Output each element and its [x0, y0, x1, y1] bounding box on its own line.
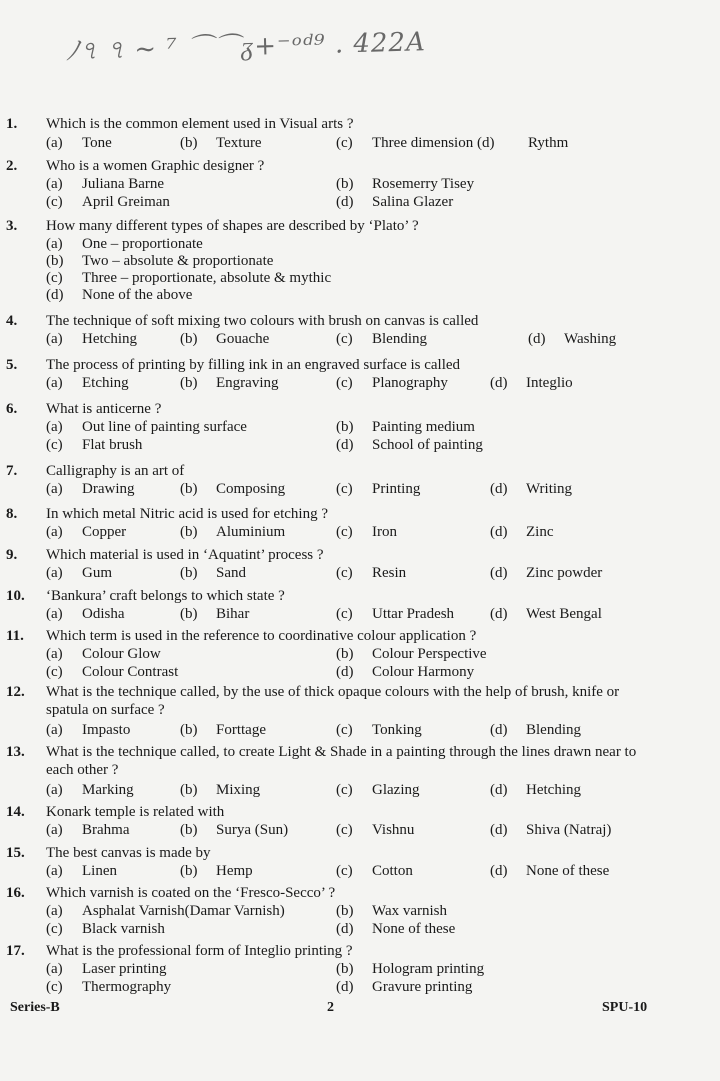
- answer-option: [336, 605, 454, 623]
- option-label: (a): [46, 863, 63, 879]
- option-label: (a): [46, 176, 63, 192]
- question-number: 14.: [6, 804, 25, 820]
- answer-option: [336, 862, 413, 880]
- option-text: Tone: [82, 135, 112, 151]
- question-text: The best canvas is made by: [46, 845, 211, 861]
- answer-option: [490, 564, 602, 582]
- question-text: Who is a women Graphic designer ?: [46, 158, 265, 174]
- option-label: (c): [46, 270, 63, 286]
- option-label: (b): [180, 782, 198, 798]
- option-text: Rosemerry Tisey: [372, 176, 475, 192]
- answer-option: [336, 330, 427, 348]
- option-text: Linen: [82, 863, 117, 879]
- question-number: 11.: [6, 628, 24, 644]
- option-label: (a): [46, 782, 63, 798]
- answer-option: [336, 721, 422, 739]
- answer-option: [528, 134, 568, 152]
- question-text: How many different types of shapes are described by ‘Plato’ ?: [46, 218, 419, 234]
- question-number: 9.: [6, 547, 18, 563]
- question-text: What is the technique called, to create Light & Shade in a painting through the lines drawn near to each other ?: [46, 744, 637, 778]
- option-text: Asphalat Varnish(Damar Varnish): [82, 903, 285, 919]
- answer-option: [180, 605, 249, 623]
- question-number: 12.: [6, 684, 25, 700]
- option-label: (b): [336, 646, 354, 662]
- option-text: Colour Contrast: [82, 664, 179, 680]
- option-label: (d): [336, 664, 354, 680]
- option-label: (c): [336, 606, 353, 622]
- question-text: Calligraphy is an art of: [46, 463, 185, 479]
- answer-option: [336, 781, 419, 799]
- option-label: (b): [180, 565, 198, 581]
- answer-option: [46, 978, 171, 996]
- option-text: Surya (Sun): [216, 822, 289, 838]
- option-text: Drawing: [82, 481, 135, 497]
- page-number: 2: [327, 1000, 334, 1015]
- option-text: Texture: [216, 135, 262, 151]
- option-label: (c): [336, 524, 353, 540]
- option-label: (c): [46, 979, 63, 995]
- answer-option: [490, 605, 602, 623]
- question-number: 3.: [6, 218, 18, 234]
- answer-option: [46, 193, 170, 211]
- answer-option: [180, 480, 285, 498]
- option-text: Iron: [372, 524, 397, 540]
- option-label: (c): [336, 565, 353, 581]
- option-label: (a): [46, 646, 63, 662]
- answer-option: [180, 781, 260, 799]
- answer-option: [336, 175, 474, 193]
- option-label: (c): [46, 664, 63, 680]
- option-text: Salina Glazer: [372, 194, 454, 210]
- answer-option: [180, 821, 288, 839]
- question-number: 2.: [6, 158, 18, 174]
- option-label: (c): [46, 921, 63, 937]
- question-text: The process of printing by filling ink in an engraved surface is called: [46, 357, 461, 373]
- question-text: In which metal Nitric acid is used for etching ?: [46, 506, 328, 522]
- option-label: (a): [46, 331, 63, 347]
- option-label: (c): [336, 863, 353, 879]
- option-label: (d): [490, 822, 508, 838]
- option-text: Blending: [526, 722, 581, 738]
- option-text: Zinc powder: [526, 565, 603, 581]
- option-label: (b): [180, 722, 198, 738]
- option-text: Blending: [372, 331, 427, 347]
- option-text: Two – absolute & proportionate: [82, 253, 274, 269]
- answer-option: [46, 523, 126, 541]
- option-text: Glazing: [372, 782, 420, 798]
- answer-option: [490, 862, 609, 880]
- question-text: Which term is used in the reference to coordinative colour application ?: [46, 628, 477, 644]
- option-text: Laser printing: [82, 961, 167, 977]
- option-label: (b): [180, 524, 198, 540]
- answer-option: [46, 269, 331, 287]
- option-label: (b): [336, 961, 354, 977]
- option-label: (d): [336, 194, 354, 210]
- option-text: Uttar Pradesh: [372, 606, 455, 622]
- option-text: Three dimension (d): [372, 135, 495, 151]
- question-text: Which material is used in ‘Aquatint’ process ?: [46, 547, 324, 563]
- option-text: One – proportionate: [82, 236, 203, 252]
- answer-option: [336, 821, 414, 839]
- answer-option: [46, 175, 164, 193]
- answer-option: [490, 781, 581, 799]
- answer-option: [336, 480, 420, 498]
- question-text: What is anticerne ?: [46, 401, 162, 417]
- option-label: (c): [336, 135, 353, 151]
- option-text: Three – proportionate, absolute & mythic: [82, 270, 332, 286]
- question-number: 8.: [6, 506, 18, 522]
- option-label: (b): [46, 253, 64, 269]
- answer-option: [336, 418, 475, 436]
- option-text: Thermography: [82, 979, 172, 995]
- option-label: (d): [490, 565, 508, 581]
- option-label: (c): [336, 481, 353, 497]
- option-label: (a): [46, 236, 63, 252]
- option-text: Colour Glow: [82, 646, 161, 662]
- option-text: Composing: [216, 481, 286, 497]
- answer-option: [46, 862, 117, 880]
- option-label: (d): [490, 782, 508, 798]
- option-text: Gouache: [216, 331, 270, 347]
- answer-option: [46, 605, 125, 623]
- option-text: Impasto: [82, 722, 131, 738]
- option-text: Mixing: [216, 782, 261, 798]
- question-number: 7.: [6, 463, 18, 479]
- option-text: None of these: [526, 863, 610, 879]
- question-number: 16.: [6, 885, 25, 901]
- answer-option: [46, 721, 130, 739]
- question-number: 4.: [6, 313, 18, 329]
- option-text: Integlio: [526, 375, 573, 391]
- option-text: Washing: [564, 331, 617, 347]
- option-text: Painting medium: [372, 419, 475, 435]
- paper-code: SPU-10: [602, 1000, 648, 1015]
- option-label: (d): [336, 921, 354, 937]
- answer-option: [336, 960, 484, 978]
- option-text: Zinc: [526, 524, 554, 540]
- answer-option: [490, 821, 611, 839]
- answer-option: [336, 663, 474, 681]
- answer-option: [46, 920, 165, 938]
- question-number: 13.: [6, 744, 25, 760]
- option-label: (b): [180, 863, 198, 879]
- option-text: Forttage: [216, 722, 266, 738]
- option-text: Black varnish: [82, 921, 165, 937]
- option-label: (d): [490, 863, 508, 879]
- option-text: School of painting: [372, 437, 483, 453]
- option-label: (a): [46, 135, 63, 151]
- option-text: Engraving: [216, 375, 279, 391]
- option-text: Tonking: [372, 722, 422, 738]
- option-label: (b): [336, 419, 354, 435]
- option-label: (a): [46, 419, 63, 435]
- answer-option: [46, 418, 247, 436]
- option-label: (a): [46, 375, 63, 391]
- answer-option: [46, 286, 192, 304]
- option-text: April Greiman: [82, 194, 170, 210]
- option-text: Flat brush: [82, 437, 143, 453]
- option-label: (b): [180, 822, 198, 838]
- answer-option: [46, 564, 112, 582]
- option-label: (d): [490, 524, 508, 540]
- question-number: 15.: [6, 845, 25, 861]
- answer-option: [336, 134, 494, 152]
- question-text: Which varnish is coated on the ‘Fresco-Secco’ ?: [46, 885, 336, 901]
- option-text: Etching: [82, 375, 129, 391]
- option-label: (d): [490, 481, 508, 497]
- option-text: Gum: [82, 565, 112, 581]
- option-text: Hetching: [526, 782, 581, 798]
- option-text: Resin: [372, 565, 407, 581]
- option-text: Gravure printing: [372, 979, 473, 995]
- answer-option: [46, 960, 167, 978]
- question-text: What is the professional form of Integlio printing ?: [46, 943, 353, 959]
- option-text: Marking: [82, 782, 134, 798]
- answer-option: [490, 721, 581, 739]
- answer-option: [180, 330, 269, 348]
- answer-option: [46, 235, 203, 253]
- option-label: (d): [46, 287, 64, 303]
- question-number: 10.: [6, 588, 25, 604]
- answer-option: [336, 436, 483, 454]
- option-label: (a): [46, 903, 63, 919]
- handwritten-note: ﾉ৭ ৭ ~ ⁷ ⌒⌒ᵹ+⁻ᵒᵈ⁹ . 422A: [65, 27, 427, 67]
- option-label: (b): [336, 903, 354, 919]
- answer-option: [490, 523, 554, 541]
- option-text: Brahma: [82, 822, 130, 838]
- option-text: Juliana Barne: [82, 176, 165, 192]
- option-text: Rythm: [528, 135, 569, 151]
- answer-option: [46, 781, 134, 799]
- option-label: (d): [528, 331, 546, 347]
- answer-option: [46, 252, 273, 270]
- question-number: 5.: [6, 357, 18, 373]
- option-label: (a): [46, 524, 63, 540]
- option-text: Cotton: [372, 863, 413, 879]
- option-label: (d): [336, 979, 354, 995]
- option-label: (b): [336, 176, 354, 192]
- option-label: (a): [46, 722, 63, 738]
- option-label: (a): [46, 822, 63, 838]
- option-label: (b): [180, 331, 198, 347]
- answer-option: [528, 330, 616, 348]
- question-number: 1.: [6, 116, 18, 132]
- option-text: Vishnu: [372, 822, 415, 838]
- answer-option: [46, 436, 142, 454]
- option-text: Hetching: [82, 331, 137, 347]
- option-label: (d): [490, 606, 508, 622]
- option-label: (c): [46, 437, 63, 453]
- answer-option: [46, 374, 129, 392]
- option-text: Odisha: [82, 606, 125, 622]
- answer-option: [336, 374, 448, 392]
- option-label: (d): [490, 375, 508, 391]
- option-text: Out line of painting surface: [82, 419, 247, 435]
- option-label: (a): [46, 606, 63, 622]
- option-text: Hologram printing: [372, 961, 485, 977]
- answer-option: [490, 480, 572, 498]
- option-text: Writing: [526, 481, 573, 497]
- answer-option: [336, 193, 453, 211]
- option-label: (c): [336, 375, 353, 391]
- answer-option: [46, 821, 129, 839]
- answer-option: [336, 645, 487, 663]
- option-text: Copper: [82, 524, 127, 540]
- option-text: None of the above: [82, 287, 193, 303]
- option-text: Sand: [216, 565, 246, 581]
- answer-option: [336, 920, 455, 938]
- option-label: (d): [336, 437, 354, 453]
- option-text: Wax varnish: [372, 903, 448, 919]
- question-text: What is the technique called, by the use of thick opaque colours with the help of brush, knife or spatula on surface ?: [46, 684, 620, 718]
- option-text: Planography: [372, 375, 448, 391]
- option-label: (c): [46, 194, 63, 210]
- answer-option: [46, 480, 135, 498]
- answer-option: [336, 523, 397, 541]
- answer-option: [336, 564, 406, 582]
- option-label: (b): [180, 375, 198, 391]
- answer-option: [336, 902, 447, 920]
- answer-option: [46, 645, 161, 663]
- option-text: Hemp: [216, 863, 253, 879]
- option-label: (a): [46, 565, 63, 581]
- answer-option: [490, 374, 573, 392]
- series-label: Series-B: [10, 1000, 60, 1015]
- option-label: (c): [336, 782, 353, 798]
- option-label: (b): [180, 606, 198, 622]
- question-text: Konark temple is related with: [46, 804, 225, 820]
- option-text: None of these: [372, 921, 456, 937]
- answer-option: [180, 134, 262, 152]
- option-label: (b): [180, 481, 198, 497]
- question-text: ‘Bankura’ craft belongs to which state ?: [46, 588, 285, 604]
- option-label: (c): [336, 722, 353, 738]
- answer-option: [46, 663, 178, 681]
- answer-option: [180, 374, 278, 392]
- option-text: Aluminium: [216, 524, 286, 540]
- question-text: Which is the common element used in Visual arts ?: [46, 116, 354, 132]
- option-text: Bihar: [216, 606, 250, 622]
- option-label: (a): [46, 961, 63, 977]
- option-text: Shiva (Natraj): [526, 822, 612, 838]
- question-text: The technique of soft mixing two colours with brush on canvas is called: [46, 313, 479, 329]
- option-label: (c): [336, 331, 353, 347]
- answer-option: [180, 564, 246, 582]
- answer-option: [180, 523, 285, 541]
- answer-option: [180, 721, 266, 739]
- option-label: (b): [180, 135, 198, 151]
- option-text: West Bengal: [526, 606, 602, 622]
- option-text: Colour Harmony: [372, 664, 475, 680]
- answer-option: [336, 978, 472, 996]
- question-number: 6.: [6, 401, 18, 417]
- question-number: 17.: [6, 943, 25, 959]
- option-label: (d): [490, 722, 508, 738]
- option-label: (a): [46, 481, 63, 497]
- answer-option: [46, 330, 137, 348]
- answer-option: [46, 134, 112, 152]
- option-text: Printing: [372, 481, 421, 497]
- answer-option: [180, 862, 253, 880]
- option-label: (c): [336, 822, 353, 838]
- answer-option: [46, 902, 285, 920]
- option-text: Colour Perspective: [372, 646, 487, 662]
